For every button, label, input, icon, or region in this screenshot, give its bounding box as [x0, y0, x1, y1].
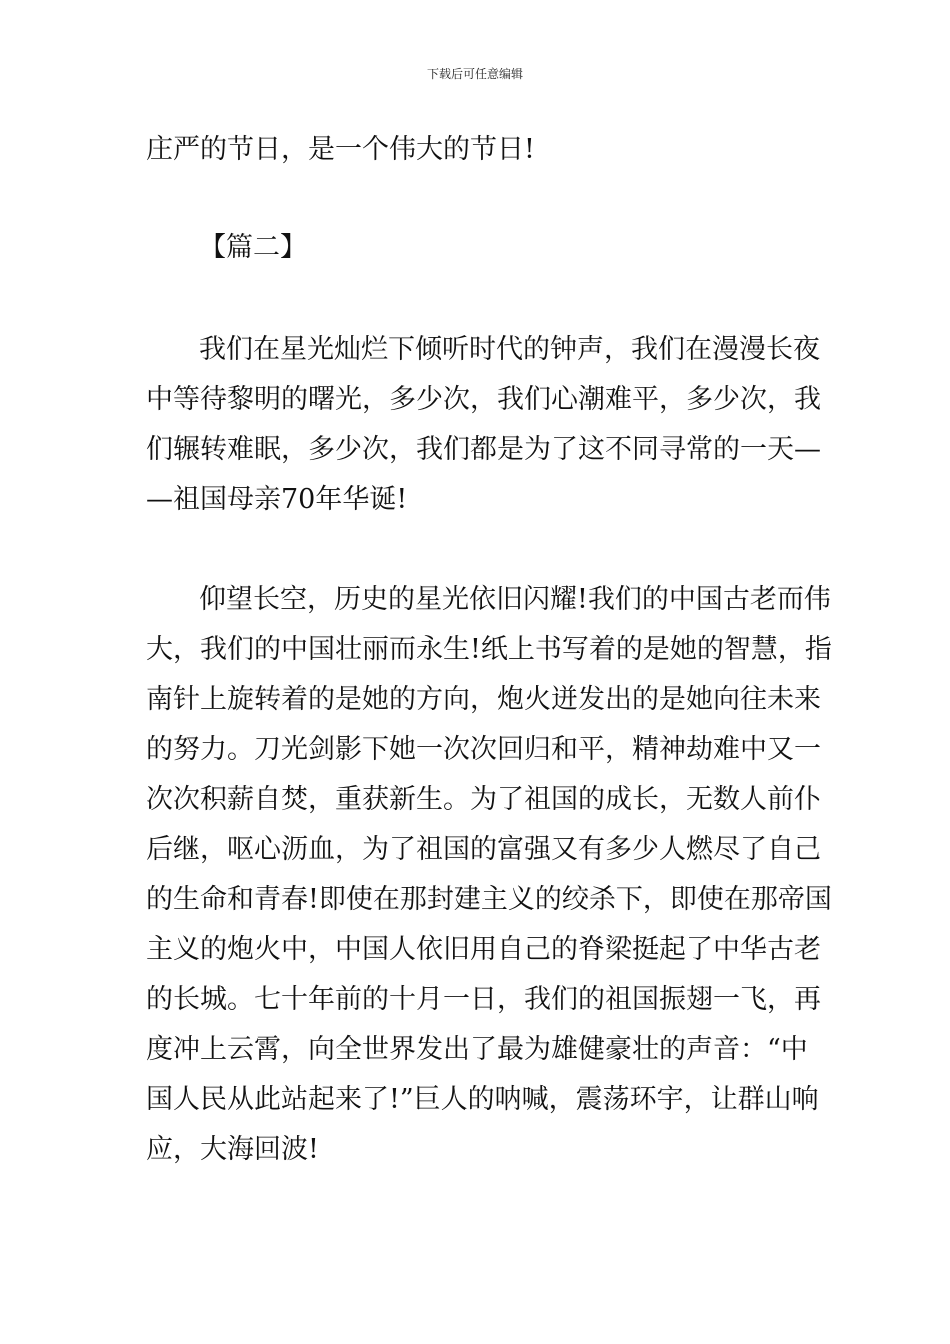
- paragraph-1-line: 我们在星光灿烂下倾听时代的钟声，我们在漫漫长夜: [199, 334, 820, 365]
- paragraph-2-line: 度冲上云霄，向全世界发出了最为雄健豪壮的声音：“中: [146, 1034, 808, 1065]
- paragraph-2-line: 的生命和青春!即使在那封建主义的绞杀下，即使在那帝国: [146, 884, 832, 915]
- paragraph-2-line: 次次积薪自焚，重获新生。为了祖国的成长，无数人前仆: [146, 784, 821, 815]
- section-heading: 【篇二】: [199, 232, 307, 263]
- paragraph-2-line: 主义的炮火中，中国人依旧用自己的脊梁挺起了中华古老: [146, 934, 821, 965]
- paragraph-1-line: —祖国母亲70年华诞!: [146, 484, 408, 515]
- paragraph-2-line: 南针上旋转着的是她的方向，炮火迸发出的是她向往未来: [146, 684, 821, 715]
- paragraph-2-line: 大，我们的中国壮丽而永生!纸上书写着的是她的智慧，指: [146, 634, 832, 665]
- paragraph-1-line: 中等待黎明的曙光，多少次，我们心潮难平，多少次，我: [146, 384, 821, 415]
- paragraph-2-line: 的长城。七十年前的十月一日，我们的祖国振翅一飞，再: [146, 984, 821, 1015]
- paragraph-1-line: 们辗转难眠，多少次，我们都是为了这不同寻常的一天—: [146, 434, 821, 465]
- page-header: 下载后可任意编辑: [426, 67, 523, 81]
- paragraph-2-line: 后继，呕心沥血，为了祖国的富强又有多少人燃尽了自己: [146, 834, 821, 865]
- paragraph-2-line: 应，大海回波!: [146, 1134, 319, 1165]
- paragraph-2-line: 国人民从此站起来了!”巨人的呐喊，震荡环宇，让群山响: [146, 1084, 819, 1115]
- continuation-line: 庄严的节日，是一个伟大的节日!: [146, 134, 535, 165]
- paragraph-2-line: 仰望长空，历史的星光依旧闪耀!我们的中国古老而伟: [199, 584, 831, 615]
- paragraph-2-line: 的努力。刀光剑影下她一次次回归和平，精神劫难中又一: [146, 734, 821, 765]
